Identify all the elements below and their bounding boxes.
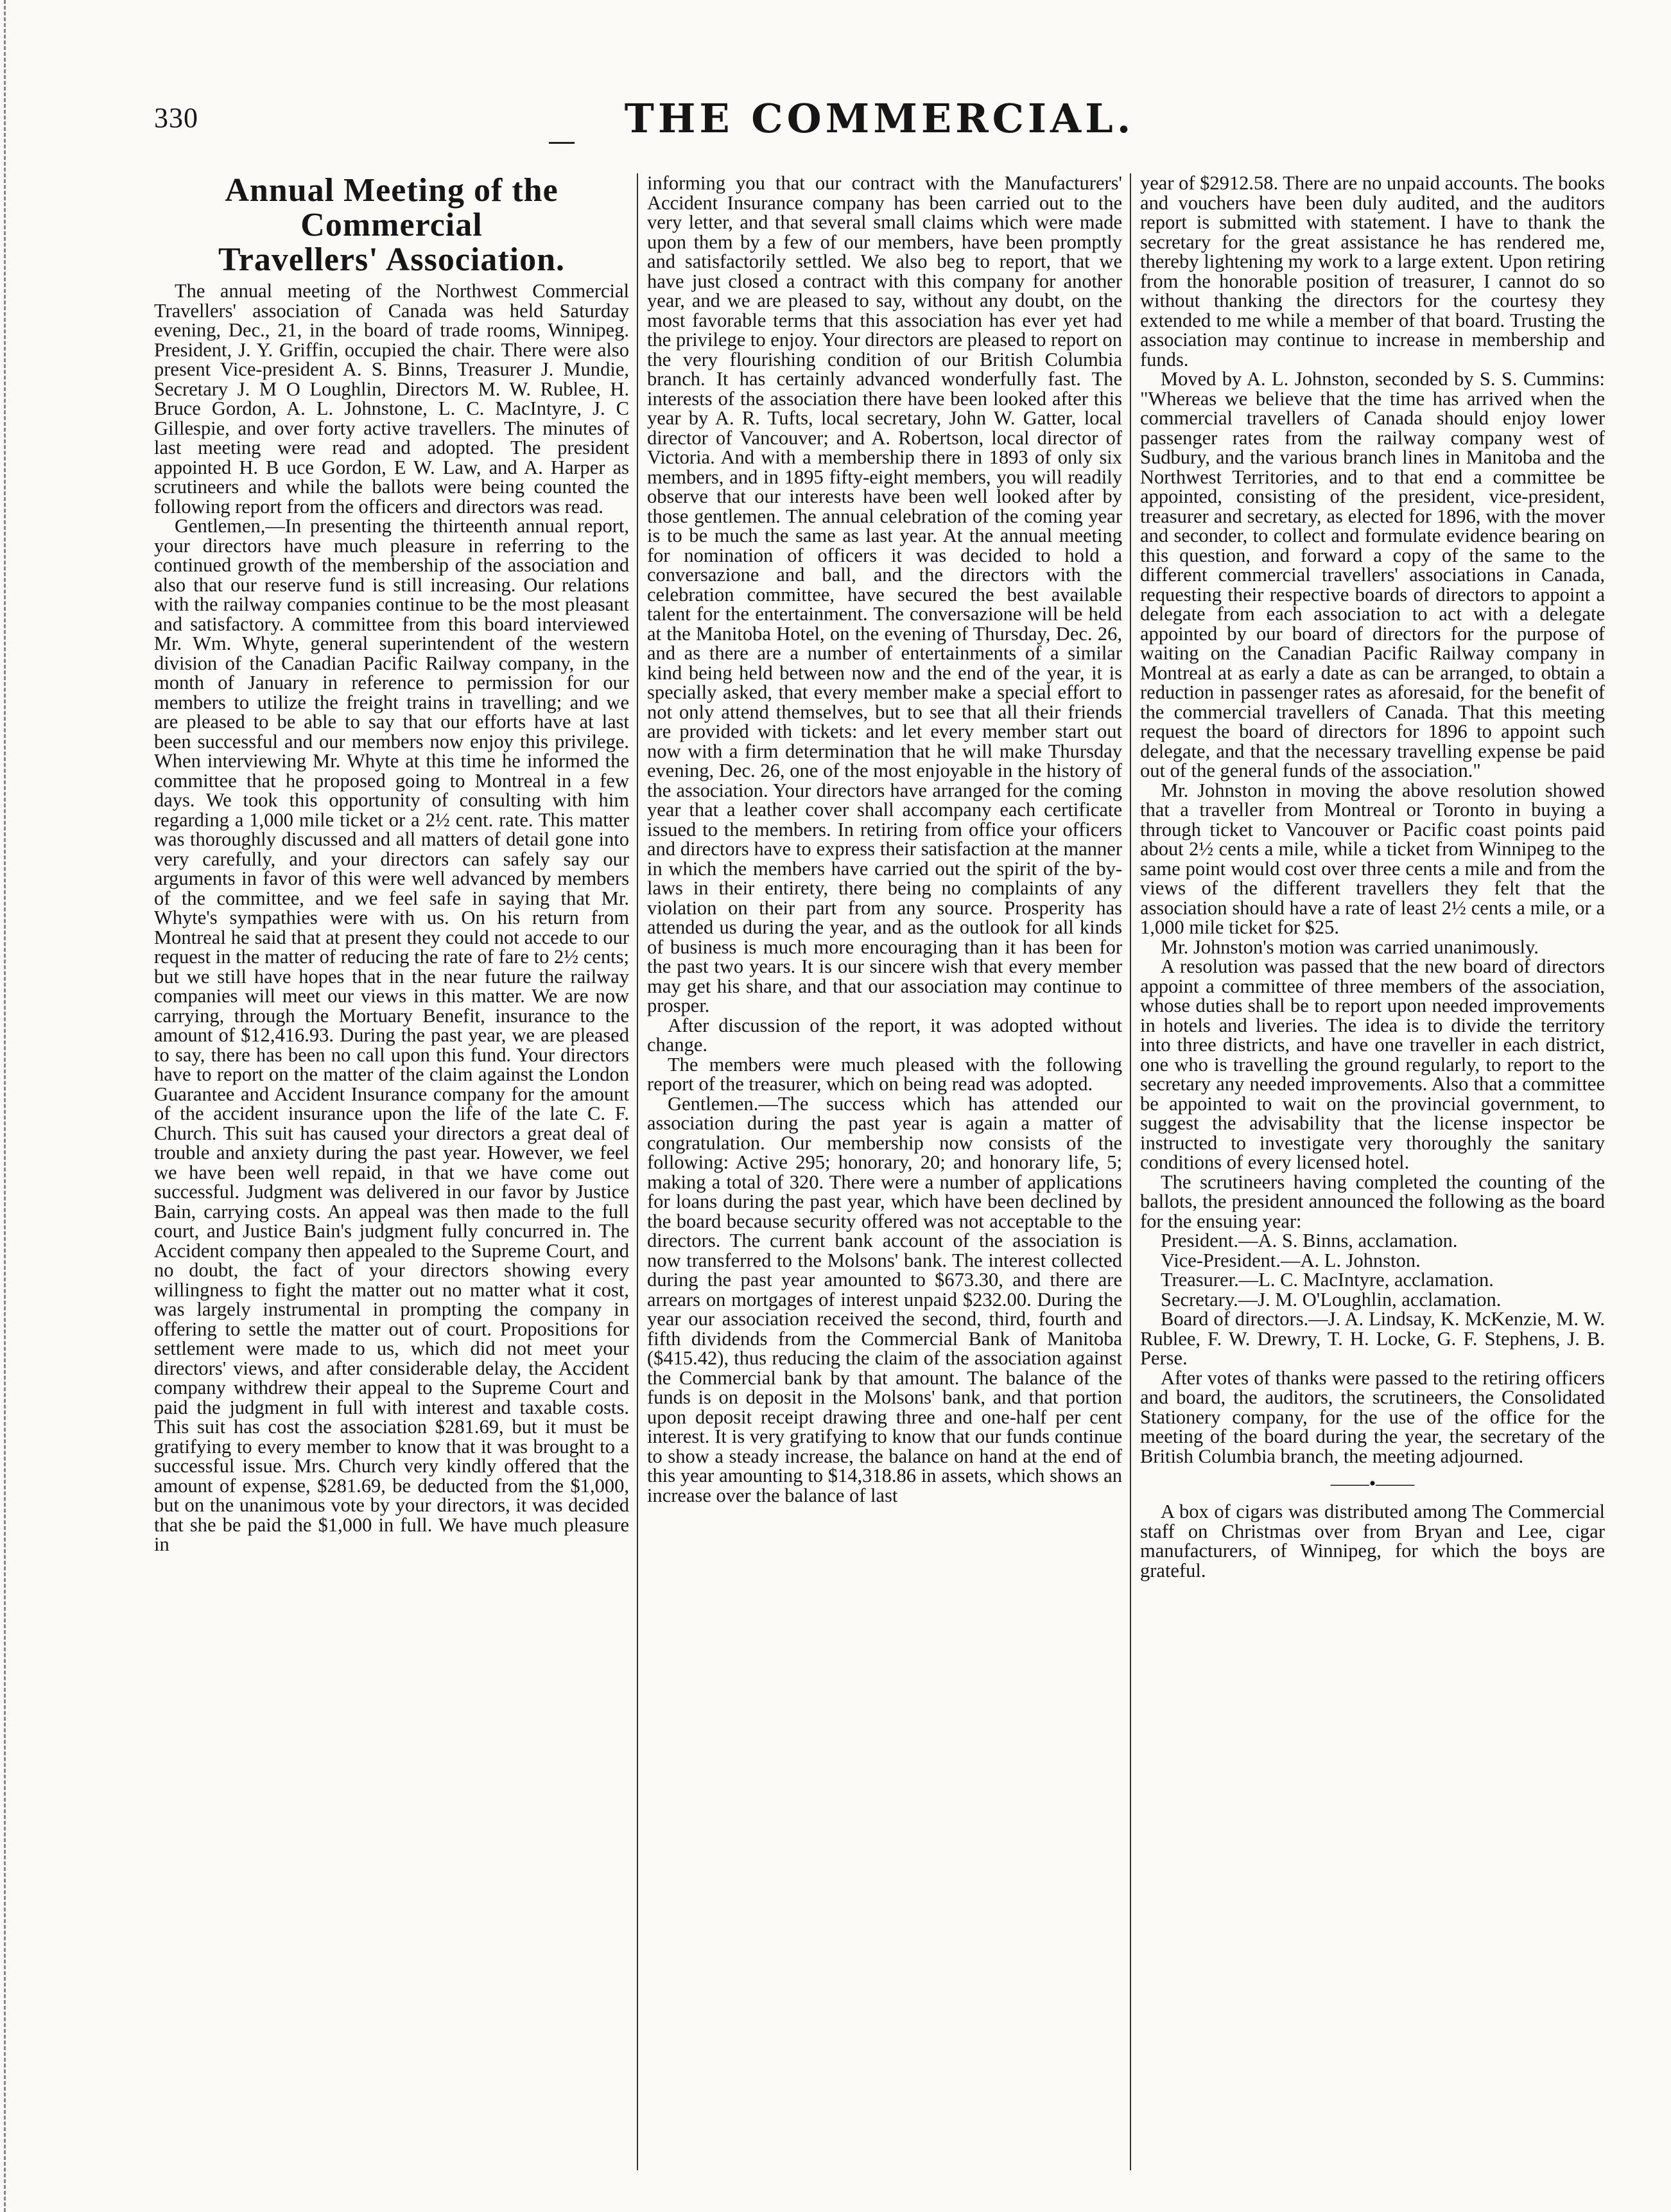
paragraph: The scrutineers having completed the counting of the ballots, the president announced the following as the board for the ensuing year: [1140,1171,1605,1232]
paragraph: year of $2912.58. There are no unpaid accounts. The books and vouchers have been duly audited, and the auditors report is submitted with statement. I have to thank the secretary for the great assistance he has rendered me, thereby lightening my work to a large extent. Upon retiring from the honorable position of treasurer, I cannot do so without thanking the directors for the courtesy they extended to me while a member of that board. Trusting the association may continue to increase in membership and funds. [1140,173,1605,370]
column-2 [647,173,1122,2170]
paragraph: The members were much pleased with the following report of the treasurer, which on being read was adopted. [647,1053,1122,1095]
paragraph: Gentlemen.—The success which has attended our association during the past year is again a matter of congratulation. Our membership now consists of the following: Active 295; honorary, 20; and honorary life, 5; making a total of 320. There were a number of applications for loans during the past year, which have been declined by the board because security offered was not acceptable to the directors. The current bank account of the association is now transferred to the Molsons' bank. The interest collected during the past year amounted to $673.30, and there are arrears on mortgages of interest unpaid $232.00. During the year our association received the second, third, fourth and fifth dividends from the Commercial Bank of Manitoba ($415.42), thus reducing the claim of the association against the Commercial bank by that amount. The balance of the funds is on deposit in the Molsons' bank, and that portion upon deposit receipt drawing three and one-half per cent interest. It is very gratifying to know that our funds continue to show a steady increase, the balance on hand at the end of this year amounting to $14,318.86 in assets, which shows an increase over the balance of last [647,1092,1122,1506]
paragraph: Moved by A. L. Johnston, seconded by S. S. Cummins: "Whereas we believe that the time has arrived when the commercial travellers of Canada should enjoy lower passenger rates from the railway company west of Sudbury, and the various branch lines in Manitoba and the Northwest Territories, and to that end a committee be appointed, consisting of the president, vice-president, treasurer and secretary, as elected for 1896, with the mover and seconder, to collect and formulate evidence bearing on this question, and forward a copy of the same to the different commercial travellers' associations in Canada, requesting their respective boards of directors to appoint a delegate from each association to act with a delegate appointed by our board of directors for the purpose of waiting on the Canadian Pacific Railway company in Montreal at as early a date as can be arranged, to obtain a reduction in passenger rates as aforesaid, for the benefit of the commercial travellers of Canada. That this meeting request the board of directors for 1896 to appoint such delegate, and that the necessary travelling expense be paid out of the general funds of the association." [1140,368,1605,781]
paragraph: Mr. Johnston's motion was carried unanimously. [1161,936,1539,958]
paragraph: President.—A. S. Binns, acclamation. [1161,1230,1458,1251]
article-title-line-2: Travellers' Association. [218,241,566,278]
column-divider [1130,173,1131,2170]
paragraph: Gentlemen,—In presenting the thirteenth annual report, your directors have much pleasure in referring to the continued growth of the membership of the association and also that our reserve fund is still increasing. Our relations with the railway companies continue to be the most pleasant and satisfactory. A committee from this board interviewed Mr. Wm. Whyte, general superintendent of the western division of the Canadian Pacific Railway company, in the month of January in reference to permission for our members to utilize the freight trains in travelling; and we are pleased to be able to say that our efforts have at last been successful and our members now enjoy this privilege. When interviewing Mr. Whyte at this time he informed the committee that he proposed going to Montreal in a few days. We took this opportunity of consulting with him regarding a 1,000 mile ticket or a 2½ cent. rate. This matter was thoroughly discussed and all matters of detail gone into very carefully, and your directors can safely say our arguments in favor of this were well advanced by members of the committee, and we feel safe in saying that Mr. Whyte's sympathies were with us. On his return from Montreal he said that at present they could not accede to our request in the matter of reducing the rate of fare to 2½ cents; but we still have hopes that in the near future the railway companies will meet our views in this matter. We are now carrying, through the Mortuary Benefit, insurance to the amount of $12,416.93. During the past year, we are pleased to say, there has been no call upon this fund. Your directors have to report on the matter of the claim against the London Guarantee and Accident Insurance company for the amount of the accident insurance upon the life of the late C. F. Church. This suit has caused your directors a great deal of trouble and anxiety during the past year. However, we feel we have been well repaid, in that we have come out successful. Judgment was delivered in our favor by Justice Bain, carrying costs. An appeal was then made to the full court, and Justice Bain's judgment fully concurred in. The Accident company then appealed to the Supreme Court, and no doubt, the fact of your directors showing every willingness to fight the matter out no matter what it cost, was largely instrumental in prompting the company in offering to settle the matter out of court. Propositions for settlement were made to us, which did not meet your directors' views, and after considerable delay, the Accident company withdrew their appeal to the Supreme Court and paid the judgment in full with interest and taxable costs. This suit has cost the association $281.69, but it must be gratifying to every member to know that it was brought to a successful issue. Mrs. Church very kindly offered that the amount of expense, $281.69, be deducted from the $1,000, but on the unanimous vote by your directors, it was decided that she be paid the $1,000 in full. We have much pleasure in [154,515,629,1555]
column-1 [154,173,629,2170]
article-title [154,173,629,277]
paragraph: Mr. Johnston in moving the above resolution showed that a traveller from Montreal or Toronto in buying a through ticket to Vancouver or Pacific coast points paid about 2½ cents a mile, while a ticket from Winnipeg to the same point would cost over three cents a mile and from the views of the different travellers they felt that the association should have a rate of least 2½ cents a mile, or a 1,000 mile ticket for $25. [1140,779,1605,938]
column-3 [1140,173,1605,2170]
article-columns [154,173,1605,2170]
page-header [154,95,1605,146]
paragraph: Secretary.—J. M. O'Loughlin, acclamation. [1161,1288,1502,1311]
masthead-title: THE COMMERCIAL. [624,95,1135,142]
paragraph: After discussion of the report, it was adopted without change. [647,1014,1122,1056]
paragraph: Board of directors.—J. A. Lindsay, K. McKenzie, M. W. Rublee, F. W. Drewry, T. H. Locke, G. F. Stephens, J. B. Perse. [1140,1308,1605,1369]
paragraph: informing you that our contract with the Manufacturers' Accident Insurance company has been carried out to the very letter, and that several small claims which were made upon them by a few of our members, have been promptly and satisfactorily settled. We also beg to report, that we have just closed a contract with this company for another year, and we are pleased to say, without any doubt, on the most favorable terms that this association has ever yet had the privilege to enjoy. Your directors are pleased to report on the very flourishing condition of our British Columbia branch. It has certainly advanced wonderfully fast. The interests of the association there have been looked after this year by A. R. Tufts, local secretary, John W. Gatter, local director of Vancouver; and A. Robertson, local director of Victoria. And with a membership there in 1893 of only six members, and in 1895 fifty-eight members, you will readily observe that our interests have been well looked after by those gentlemen. The annual celebration of the coming year is to be much the same as last year. At the annual meeting for nomination of officers it was decided to hold a conversazione and ball, and the directors with the celebration committee, have secured the best available talent for the entertainment. The conversazione will be held at the Manitoba Hotel, on the evening of Thursday, Dec. 26, and as there are a number of entertainments of a similar kind being held between now and the end of the year, it is specially asked, that every member make a special effort to not only attend themselves, but to see that all their friends are provided with tickets: and let every member start out now with a firm determination that he will make Thursday evening, Dec. 26, one of the most enjoyable in the history of the association. Your directors have arranged for the coming year that a leather cover shall accompany each certificate issued to the members. In retiring from office your officers and directors have to express their satisfaction at the manner in which the members have carried out the spirit of the by-laws in their entirety, there being no complaints of any violation on their part from any source. Prosperity has attended us during the year, and as the outlook for all kinds of business is much more encouraging than it has been for the past two years. It is our sincere wish that every member may get his share, and that our association may continue to prosper. [647,173,1122,1016]
page-number: 330 [154,102,198,134]
column-divider [637,173,638,2170]
article-title-line-1: Annual Meeting of the Commercial [225,173,558,243]
paragraph: A resolution was passed that the new board of directors appoint a committee of three members of the association, whose duties shall be to report upon needed improvements in hotels and liveries. The idea is to divide the territory into three districts, and have one traveller in each district, one who is travelling the ground regularly, to report to the secretary any needed improvements. Also that a committee be appointed to wait on the provincial government, to suggest the advisability that the license inspector be instructed to investigate very thoroughly the sanitary conditions of every licensed hotel. [1140,955,1605,1173]
header-rule [549,142,575,144]
section-ornament: ——•—— [1330,1473,1415,1494]
paragraph: After votes of thanks were passed to the retiring officers and board, the auditors, the scrutineers, the Consolidated Stationery company, for the use of the office for the meeting of the board during the year, the secretary of the British Columbia branch, the meeting adjourned. [1140,1366,1605,1467]
page-binding-edge [4,0,8,2212]
paragraph: Treasurer.—L. C. MacIntyre, acclamation. [1161,1269,1494,1291]
paragraph: The annual meeting of the Northwest Commercial Travellers' association of Canada was held Saturday evening, Dec., 21, in the board of trade rooms, Winnipeg. President, J. Y. Griffin, occupied the chair. There were also present Vice-president A. S. Binns, Treasurer J. Mundie, Secretary J. M O Loughlin, Directors M. W. Rublee, H. Bruce Gordon, A. L. Johnstone, L. C. MacIntyre, J. C Gillespie, and over forty active travellers. The minutes of last meeting were read and adopted. The president appointed H. B uce Gordon, E W. Law, and A. Harper as scrutineers and while the ballots were being counted the following report from the officers and directors was read. [154,280,629,518]
note-paragraph: A box of cigars was distributed among The Commercial staff on Christmas over from Bryan and Lee, cigar manufacturers, of Winnipeg, for which the boys are grateful. [1140,1501,1605,1581]
paragraph: Vice-President.—A. L. Johnston. [1161,1249,1421,1271]
